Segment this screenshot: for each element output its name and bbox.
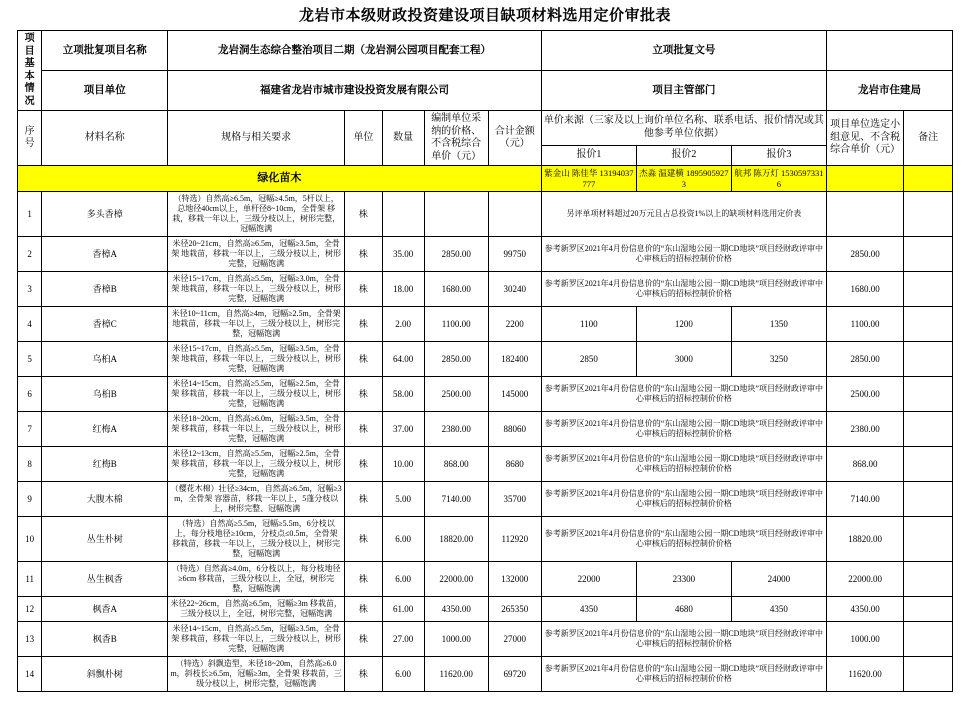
cell-unit: 株 (345, 562, 383, 597)
section-quote2: 杰淼 温建横 18959059273 (636, 166, 731, 192)
col-price: 编制单位采纳的价格、不含税综合单价（元） (424, 111, 488, 166)
cell-quote-merged: 参考新罗区2021年4月份信息价的“东山湿地公园一期CD地块”项目经财政评审中心审核后的招标控制价价格 (541, 237, 826, 272)
cell-quote-merged: 参考新罗区2021年4月份信息价的“东山湿地公园一期CD地块”项目经财政评审中心审核后的招标控制价价格 (541, 412, 826, 447)
table-row (18, 657, 953, 692)
table-row (18, 517, 953, 562)
cell-remark (904, 562, 953, 597)
cell-spec: （特选）自然高≥6.5m，冠幅≥4.5m，5杆以上，总地径40cm以上，单杆径8~10cm，全骨架 移栽，移栽一年以上，三级分枝以上，树形完整，冠幅饱满 (168, 192, 345, 237)
cell-remark (904, 412, 953, 447)
cell-opinion: 22000.00 (826, 562, 903, 597)
cell-quote3: 1350 (731, 307, 826, 342)
cell-unit: 株 (345, 377, 383, 412)
cell-material: 大腹木棉 (42, 482, 168, 517)
cell-quote-merged: 参考新罗区2021年4月份信息价的“东山湿地公园一期CD地块”项目经财政评审中心审核后的招标控制价价格 (541, 272, 826, 307)
cell-price: 2500.00 (424, 377, 488, 412)
cell-unit: 株 (345, 657, 383, 692)
cell-remark (904, 342, 953, 377)
cell-amount: 8680 (488, 447, 541, 482)
cell-seq: 5 (18, 342, 42, 377)
cell-qty: 6.00 (382, 517, 424, 562)
value-project-name: 龙岩洞生态综合整治项目二期（龙岩洞公园项目配套工程） (168, 31, 542, 71)
approval-table (17, 30, 953, 692)
cell-quote-merged: 另评单项材料超过20万元且占总投资1%以上的缺项材料选用定价表 (541, 192, 826, 237)
cell-remark (904, 597, 953, 622)
cell-price: 7140.00 (424, 482, 488, 517)
table-row (18, 272, 953, 307)
col-seq: 序号 (18, 111, 42, 166)
table-row (18, 237, 953, 272)
table-row (18, 342, 953, 377)
cell-spec: 米径12~13cm，自然高≥5.5m，冠幅≥2.5m，全骨架 移栽苗，移栽一年以上，三级分枝以上，树形完整，冠幅饱满 (168, 447, 345, 482)
cell-remark (904, 272, 953, 307)
cell-seq: 1 (18, 192, 42, 237)
cell-qty (382, 192, 424, 237)
value-project-unit: 福建省龙岩市城市建设投资发展有限公司 (168, 71, 542, 111)
table-row (18, 307, 953, 342)
info-row-1 (18, 31, 953, 71)
cell-amount: 112920 (488, 517, 541, 562)
cell-spec: 米径18~20cm，自然高≥6.0m，冠幅≥3.5m，全骨架 移栽苗，移栽一年以上，三级分枝以上，树形完整，冠幅饱满 (168, 412, 345, 447)
cell-quote1: 1100 (541, 307, 636, 342)
value-supervising-dept: 龙岩市住建局 (826, 71, 952, 111)
cell-quote1: 2850 (541, 342, 636, 377)
cell-seq: 9 (18, 482, 42, 517)
cell-quote-merged: 参考新罗区2021年4月份信息价的“东山湿地公园一期CD地块”项目经财政评审中心审核后的招标控制价价格 (541, 622, 826, 657)
cell-spec: 米径15~17cm，自然高≥5.5m，冠幅≥3.5m，全骨架 地栽苗，移栽一年以上，三级分枝以上，树形完整，冠幅饱满 (168, 342, 345, 377)
cell-unit: 株 (345, 192, 383, 237)
cell-opinion: 11620.00 (826, 657, 903, 692)
cell-remark (904, 377, 953, 412)
cell-amount: 265350 (488, 597, 541, 622)
cell-price: 22000.00 (424, 562, 488, 597)
table-row (18, 377, 953, 412)
cell-quote-merged: 参考新罗区2021年4月份信息价的“东山湿地公园一期CD地块”项目经财政评审中心审核后的招标控制价价格 (541, 377, 826, 412)
cell-amount: 35700 (488, 482, 541, 517)
cell-material: 多头香樟 (42, 192, 168, 237)
cell-seq: 8 (18, 447, 42, 482)
cell-seq: 11 (18, 562, 42, 597)
cell-quote2: 3000 (636, 342, 731, 377)
cell-spec: （樱花木棉）壮径≥34cm，自然高≥6.5m，冠幅≥3m，全骨架 容器苗，移栽一年以上，5蓬分枝以上，树形完整、冠幅饱满 (168, 482, 345, 517)
col-quote2: 报价2 (636, 145, 731, 165)
cell-material: 枫香A (42, 597, 168, 622)
cell-amount: 27000 (488, 622, 541, 657)
cell-opinion: 2850.00 (826, 237, 903, 272)
cell-seq: 10 (18, 517, 42, 562)
cell-seq: 13 (18, 622, 42, 657)
cell-qty: 5.00 (382, 482, 424, 517)
cell-spec: 米径22~26cm，自然高≥6.5m，冠幅≥3m 移栽苗，三级分枝以上，全冠，树形完整，冠幅饱满 (168, 597, 345, 622)
cell-remark (904, 657, 953, 692)
section-row (18, 166, 953, 192)
table-row (18, 192, 953, 237)
label-supervising-dept: 项目主管部门 (541, 71, 826, 111)
cell-remark (904, 482, 953, 517)
cell-material: 枫香B (42, 622, 168, 657)
section-quote3: 航邦 陈万灯 15305973316 (731, 166, 826, 192)
cell-opinion: 2380.00 (826, 412, 903, 447)
cell-material: 红梅A (42, 412, 168, 447)
cell-quote-merged: 参考新罗区2021年4月份信息价的“东山湿地公园一期CD地块”项目经财政评审中心审核后的招标控制价价格 (541, 657, 826, 692)
cell-quote-merged: 参考新罗区2021年4月份信息价的“东山湿地公园一期CD地块”项目经财政评审中心审核后的招标控制价价格 (541, 517, 826, 562)
cell-opinion: 1000.00 (826, 622, 903, 657)
cell-material: 乌桕B (42, 377, 168, 412)
cell-qty: 2.00 (382, 307, 424, 342)
cell-seq: 6 (18, 377, 42, 412)
column-header-row-1 (18, 111, 953, 146)
page-title: 龙岩市本级财政投资建设项目缺项材料选用定价审批表 (298, 8, 671, 24)
cell-quote-merged: 参考新罗区2021年4月份信息价的“东山湿地公园一期CD地块”项目经财政评审中心审核后的招标控制价价格 (541, 482, 826, 517)
table-row (18, 482, 953, 517)
cell-material: 丛生枫香 (42, 562, 168, 597)
cell-material: 斜飘朴树 (42, 657, 168, 692)
cell-amount: 182400 (488, 342, 541, 377)
cell-qty: 10.00 (382, 447, 424, 482)
side-label: 项目基本情况 (18, 31, 42, 111)
cell-amount: 145000 (488, 377, 541, 412)
cell-seq: 12 (18, 597, 42, 622)
section-remark (904, 166, 953, 192)
cell-opinion: 2850.00 (826, 342, 903, 377)
cell-material: 乌桕A (42, 342, 168, 377)
cell-qty: 6.00 (382, 657, 424, 692)
cell-unit: 株 (345, 517, 383, 562)
cell-price: 2850.00 (424, 237, 488, 272)
col-source-group: 单价来源（三家及以上询价单位名称、联系电话、报价情况或其他参考单位依据） (541, 111, 826, 146)
col-quote1: 报价1 (541, 145, 636, 165)
cell-spec: 米径10~11cm，自然高≥4m，冠幅≥2.5m，全骨架 地栽苗，移栽一年以上，三级分枝以上，树形完整，冠幅饱满 (168, 307, 345, 342)
cell-quote2: 23300 (636, 562, 731, 597)
cell-amount: 88060 (488, 412, 541, 447)
cell-price: 1000.00 (424, 622, 488, 657)
cell-opinion: 2500.00 (826, 377, 903, 412)
table-row (18, 412, 953, 447)
cell-quote1: 4350 (541, 597, 636, 622)
cell-amount (488, 192, 541, 237)
col-opinion: 项目单位选定小组意见、不含税综合单价（元） (826, 111, 903, 166)
cell-material: 丛生朴树 (42, 517, 168, 562)
cell-unit: 株 (345, 447, 383, 482)
cell-qty: 18.00 (382, 272, 424, 307)
cell-spec: （特选）斜飘造型，米径18~20m，自然高≥6.0m，斜枝长≥6.5m，冠幅≥3m，全骨架 移栽苗，三级分枝以上，树形完整，冠幅饱满 (168, 657, 345, 692)
cell-material: 香樟C (42, 307, 168, 342)
cell-spec: 米径15~17cm，自然高≥5.5m，冠幅≥3.0m，全骨架 地栽苗，移栽一年以上，三级分枝以上，树形完整，冠幅饱满 (168, 272, 345, 307)
col-spec: 规格与相关要求 (168, 111, 345, 166)
cell-qty: 58.00 (382, 377, 424, 412)
col-qty: 数量 (382, 111, 424, 166)
col-unit: 单位 (345, 111, 383, 166)
cell-material: 香樟B (42, 272, 168, 307)
cell-price: 868.00 (424, 447, 488, 482)
cell-remark (904, 622, 953, 657)
cell-remark (904, 517, 953, 562)
cell-amount: 69720 (488, 657, 541, 692)
cell-material: 香樟A (42, 237, 168, 272)
cell-spec: 米径14~15cm，自然高≥5.5m，冠幅≥2.5m，全骨架 移栽苗，移栽一年以上，三级分枝以上，树形完整，冠幅饱满 (168, 377, 345, 412)
col-amount: 合计金额（元） (488, 111, 541, 166)
cell-unit: 株 (345, 482, 383, 517)
table-row (18, 622, 953, 657)
cell-seq: 4 (18, 307, 42, 342)
col-material: 材料名称 (42, 111, 168, 166)
cell-price: 1100.00 (424, 307, 488, 342)
label-project-name: 立项批复项目名称 (42, 31, 168, 71)
cell-remark (904, 192, 953, 237)
cell-qty: 27.00 (382, 622, 424, 657)
cell-opinion: 1680.00 (826, 272, 903, 307)
table-row (18, 597, 953, 622)
col-quote3: 报价3 (731, 145, 826, 165)
col-remark: 备注 (904, 111, 953, 166)
cell-opinion: 18820.00 (826, 517, 903, 562)
cell-quote2: 4680 (636, 597, 731, 622)
cell-price: 2850.00 (424, 342, 488, 377)
cell-amount: 132000 (488, 562, 541, 597)
cell-seq: 7 (18, 412, 42, 447)
cell-spec: 米径14~15cm，自然高≥5.5m，冠幅≥3.5m，全骨架 移栽苗，移栽一年以上，三级分枝以上，树形完整，冠幅饱满 (168, 622, 345, 657)
cell-opinion: 868.00 (826, 447, 903, 482)
cell-spec: （特选）自然高≥4.0m，6分枝以上，每分枝地径≥6cm 移栽苗，三级分枝以上，全冠，树形完整，冠幅饱满 (168, 562, 345, 597)
cell-unit: 株 (345, 412, 383, 447)
cell-price: 11620.00 (424, 657, 488, 692)
section-title: 绿化苗木 (18, 166, 542, 192)
cell-qty: 6.00 (382, 562, 424, 597)
info-row-2 (18, 71, 953, 111)
cell-qty: 35.00 (382, 237, 424, 272)
cell-price: 4350.00 (424, 597, 488, 622)
table-row (18, 562, 953, 597)
cell-remark (904, 447, 953, 482)
cell-unit: 株 (345, 237, 383, 272)
cell-seq: 2 (18, 237, 42, 272)
section-quote1: 紫金山 陈佳华 13194037777 (541, 166, 636, 192)
cell-amount: 30240 (488, 272, 541, 307)
cell-price: 18820.00 (424, 517, 488, 562)
cell-quote-merged: 参考新罗区2021年4月份信息价的“东山湿地公园一期CD地块”项目经财政评审中心审核后的招标控制价价格 (541, 447, 826, 482)
value-approval-doc-no (826, 31, 952, 71)
cell-unit: 株 (345, 622, 383, 657)
cell-opinion: 7140.00 (826, 482, 903, 517)
cell-unit: 株 (345, 307, 383, 342)
cell-quote3: 4350 (731, 597, 826, 622)
cell-spec: （特选）自然高≥5.5m，冠幅≥5.5m，6分枝以上，每分枝地径≥10cm，分枝点≤0.5m，全骨架 移栽苗，移栽一年以上，三级分枝以上，树形完整，冠幅饱满 (168, 517, 345, 562)
cell-amount: 99750 (488, 237, 541, 272)
cell-spec: 米径20~21cm，自然高≥6.5m，冠幅≥3.5m，全骨架 地栽苗，移栽一年以上，三级分枝以上，树形完整，冠幅饱满 (168, 237, 345, 272)
cell-unit: 株 (345, 272, 383, 307)
cell-opinion: 1100.00 (826, 307, 903, 342)
cell-quote3: 3250 (731, 342, 826, 377)
cell-amount: 2200 (488, 307, 541, 342)
cell-quote2: 1200 (636, 307, 731, 342)
cell-qty: 64.00 (382, 342, 424, 377)
table-row (18, 447, 953, 482)
cell-seq: 3 (18, 272, 42, 307)
cell-price: 1680.00 (424, 272, 488, 307)
cell-qty: 37.00 (382, 412, 424, 447)
cell-remark (904, 307, 953, 342)
cell-opinion: 4350.00 (826, 597, 903, 622)
cell-material: 红梅B (42, 447, 168, 482)
section-opinion (826, 166, 903, 192)
cell-opinion (826, 192, 903, 237)
cell-quote1: 22000 (541, 562, 636, 597)
cell-price: 2380.00 (424, 412, 488, 447)
cell-seq: 14 (18, 657, 42, 692)
label-approval-doc-no: 立项批复文号 (541, 31, 826, 71)
cell-unit: 株 (345, 597, 383, 622)
cell-qty: 61.00 (382, 597, 424, 622)
cell-unit: 株 (345, 342, 383, 377)
cell-price (424, 192, 488, 237)
cell-quote3: 24000 (731, 562, 826, 597)
cell-remark (904, 237, 953, 272)
label-project-unit: 项目单位 (42, 71, 168, 111)
